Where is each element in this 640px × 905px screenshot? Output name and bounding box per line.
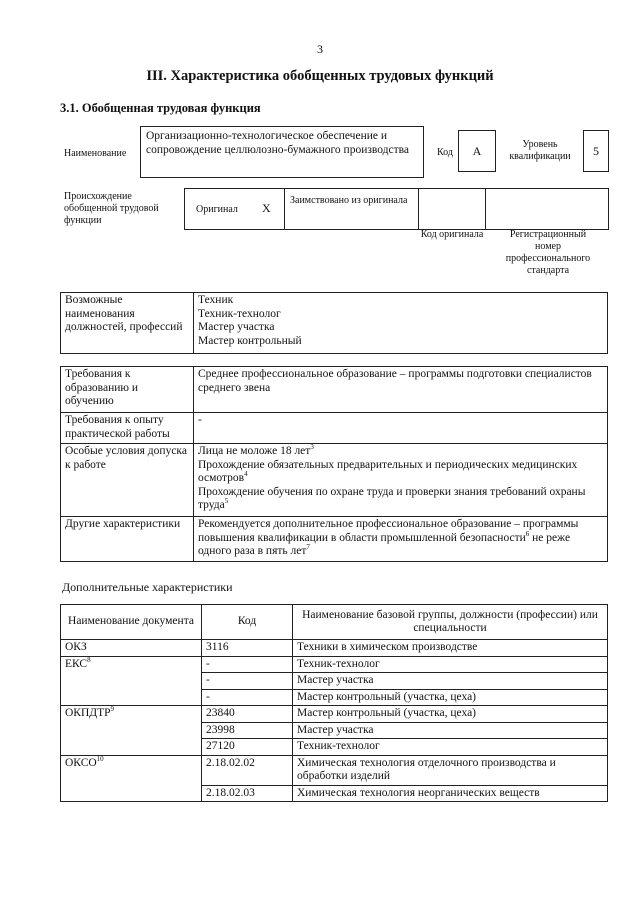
code-cell: 23840 xyxy=(202,706,293,723)
name-cell: Техник-технолог xyxy=(293,656,608,673)
footnote-ref: 5 xyxy=(224,497,229,506)
col-header: Наименование базовой группы, должности (профессии) или специальности xyxy=(293,605,608,640)
footnote-ref: 3 xyxy=(310,443,314,452)
origin-divider-3 xyxy=(485,188,486,230)
col-header: Наименование документа xyxy=(61,605,202,640)
positions-table xyxy=(60,292,608,354)
doc-name: ОКПДТР xyxy=(65,707,111,719)
req-line: Лица не моложе 18 лет xyxy=(198,445,311,457)
code-cell: 3116 xyxy=(202,640,293,657)
footnote-ref: 4 xyxy=(244,470,248,479)
footnote-ref: 7 xyxy=(306,543,310,552)
req-value xyxy=(194,517,608,562)
code-caption: Код оригинала xyxy=(420,229,484,240)
page-number: 3 xyxy=(317,42,323,56)
doc-cell xyxy=(61,640,202,657)
name-cell: Мастер участка xyxy=(293,673,608,690)
req-label: Требования к образованию и обучению xyxy=(61,367,194,413)
name-cell: Мастер контрольный (участка, цеха) xyxy=(293,689,608,706)
position-item: Мастер контрольный xyxy=(198,334,302,347)
original-label: Оригинал xyxy=(196,204,238,215)
requirements-table xyxy=(60,366,608,562)
code-cell: 2.18.02.02 xyxy=(202,755,293,785)
name-cell: Техник-технолог xyxy=(293,739,608,756)
footnote-ref: 10 xyxy=(96,754,104,763)
footnote-ref: 9 xyxy=(110,705,115,714)
code-cell: 2.18.02.03 xyxy=(202,785,293,802)
req-text: не реже одного раза в пять лет xyxy=(198,531,571,557)
additional-table xyxy=(60,604,608,802)
table-row xyxy=(61,706,608,723)
original-mark: X xyxy=(262,201,271,215)
code-cell: 27120 xyxy=(202,739,293,756)
name-cell: Мастер контрольный (участка, цеха) xyxy=(293,706,608,723)
doc-name: ОКЗ xyxy=(65,641,87,653)
req-label: Особые условия допуска к работе xyxy=(61,444,194,517)
code-cell: - xyxy=(202,656,293,673)
subsection-title: 3.1. Обобщенная трудовая функция xyxy=(60,101,261,115)
doc-cell xyxy=(61,755,202,802)
req-label: Требования к опыту практической работы xyxy=(61,413,194,444)
positions-list xyxy=(194,293,608,354)
doc-name: ЕКС xyxy=(65,657,88,670)
req-label: Другие характеристики xyxy=(61,517,194,562)
doc-cell xyxy=(61,706,202,756)
code-value: А xyxy=(458,130,496,172)
reg-caption: Регистрационный номер профессионального стандарта xyxy=(505,229,591,276)
position-item: Мастер участка xyxy=(198,321,275,333)
code-label: Код xyxy=(437,147,453,158)
borrowed-label: Заимствовано из оригинала xyxy=(290,195,408,206)
level-value: 5 xyxy=(583,130,609,172)
req-line: Прохождение обучения по охране труда и проверки знания требований охраны труда xyxy=(198,485,586,511)
origin-divider-1 xyxy=(284,188,285,230)
footnote-ref: 8 xyxy=(87,655,91,664)
position-item: Техник xyxy=(198,294,234,306)
position-item: Техник-технолог xyxy=(198,307,281,320)
additional-title: Дополнительные характеристики xyxy=(62,580,233,594)
name-value: Организационно-технологическое обеспечение и сопровождение целлюлозно-бумажного производства xyxy=(146,130,410,156)
positions-label: Возможные наименования должностей, профессий xyxy=(61,293,194,354)
req-line: Прохождение обязательных предварительных и периодических медицинских осмотров xyxy=(198,458,578,484)
name-cell: Техники в химическом производстве xyxy=(293,640,608,657)
req-text: Рекомендуется дополнительное профессиональное образование – программы повышения квалификации в области промышленной безопасности xyxy=(198,518,579,544)
level-label: Уровень квалификации xyxy=(509,139,571,162)
footnote-ref: 6 xyxy=(525,529,530,538)
code-cell: 23998 xyxy=(202,722,293,739)
table-row xyxy=(61,640,608,657)
req-value-list xyxy=(194,444,608,517)
req-value: Среднее профессиональное образование – программы подготовки специалистов среднего звена xyxy=(194,367,608,413)
code-cell: - xyxy=(202,689,293,706)
name-label: Наименование xyxy=(64,148,127,159)
section-title: III. Характеристика обобщенных трудовых функций xyxy=(146,68,494,84)
doc-cell xyxy=(61,656,202,706)
req-value: - xyxy=(194,413,608,444)
code-cell: - xyxy=(202,673,293,690)
name-cell: Мастер участка xyxy=(293,722,608,739)
doc-name: ОКСО xyxy=(65,756,97,769)
table-row xyxy=(61,755,608,785)
table-row xyxy=(61,656,608,673)
name-cell: Химическая технология неорганических веществ xyxy=(293,785,608,802)
col-header: Код xyxy=(202,605,293,640)
origin-label: Происхождение обобщенной трудовой функции xyxy=(64,191,159,226)
origin-divider-2 xyxy=(418,188,419,230)
name-cell: Химическая технология отделочного производства и обработки изделий xyxy=(293,755,608,785)
name-box xyxy=(140,126,424,178)
